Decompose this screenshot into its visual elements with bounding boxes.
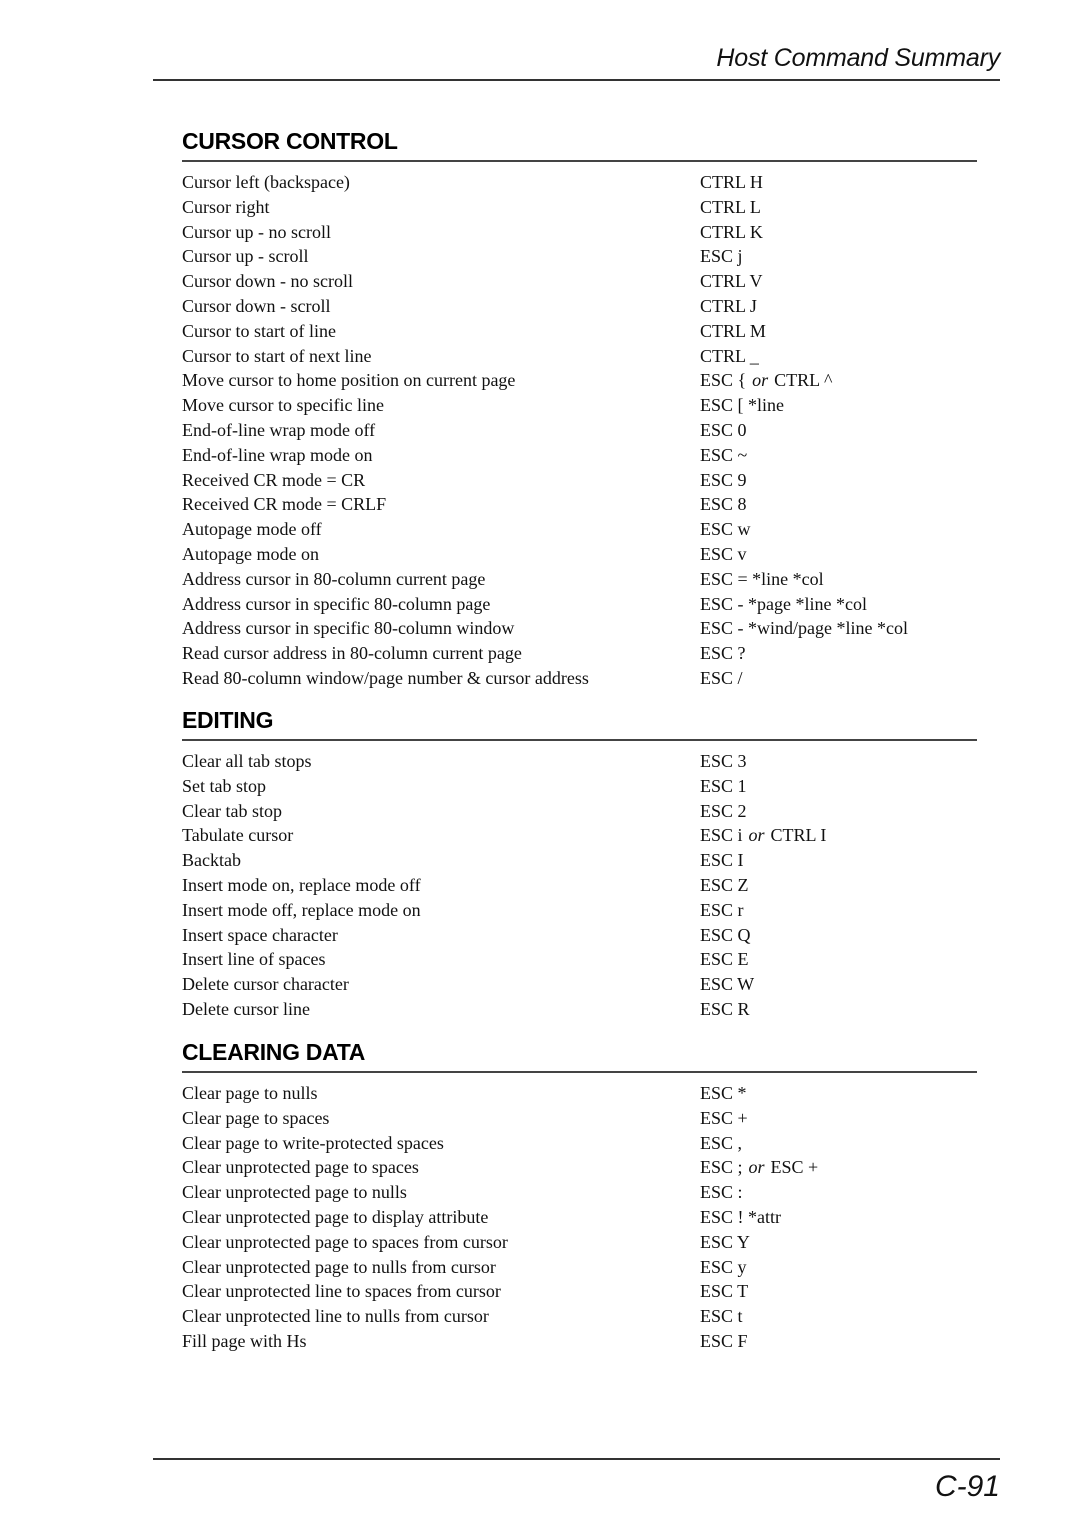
section-rule	[182, 160, 977, 162]
command-primary: CTRL L	[700, 196, 761, 217]
command-description: Set tab stop	[182, 775, 266, 796]
command-sequence	[700, 418, 977, 443]
command-primary: ESC i	[700, 825, 743, 846]
command-primary: ESC 3	[700, 751, 747, 771]
command-primary: ESC Q	[700, 924, 751, 945]
command-description: Clear unprotected page to nulls from cursor	[182, 1256, 496, 1277]
table-row	[182, 319, 977, 344]
command-sequence	[700, 1131, 977, 1156]
table-row	[182, 898, 977, 923]
command-description: Backtab	[182, 850, 241, 871]
command-primary: ESC 9	[700, 469, 747, 490]
command-description: Clear tab stop	[182, 800, 282, 821]
command-sequence	[700, 294, 977, 319]
table-row	[182, 1304, 977, 1329]
section-title: CURSOR CONTROL	[182, 128, 398, 154]
command-alternate: CTRL I	[770, 825, 827, 846]
command-description: Clear page to spaces	[182, 1107, 330, 1128]
command-description: Cursor down - no scroll	[182, 271, 353, 292]
command-description: Tabulate cursor	[182, 825, 294, 846]
table-row	[182, 1155, 977, 1180]
command-primary: ESC E	[700, 949, 749, 970]
command-primary: ESC w	[700, 519, 751, 540]
command-primary: ESC = *line *col	[700, 568, 824, 589]
command-sequence	[700, 244, 977, 269]
table-row	[182, 1279, 977, 1304]
command-sequence	[700, 616, 977, 641]
command-primary: ESC +	[700, 1107, 748, 1128]
command-sequence	[700, 220, 977, 245]
command-primary: ESC [ *line	[700, 395, 784, 416]
or-separator: or	[748, 825, 765, 846]
table-row	[182, 368, 977, 393]
table-row	[182, 517, 977, 542]
command-description: Cursor to start of next line	[182, 345, 372, 366]
command-primary: CTRL V	[700, 271, 763, 292]
table-row	[182, 947, 977, 972]
command-sequence	[700, 1279, 977, 1304]
command-description: Insert line of spaces	[182, 949, 326, 970]
command-primary: ESC F	[700, 1330, 748, 1351]
table-row	[182, 1230, 977, 1255]
section-rule	[182, 1071, 977, 1073]
command-primary: CTRL M	[700, 320, 766, 341]
command-sequence	[700, 1205, 977, 1230]
table-row	[182, 1106, 977, 1131]
table-row	[182, 666, 977, 691]
command-description: Clear page to write-protected spaces	[182, 1132, 444, 1153]
command-description: Move cursor to specific line	[182, 395, 384, 416]
command-primary: ESC ;	[700, 1157, 743, 1178]
command-sequence	[700, 195, 977, 220]
table-row	[182, 774, 977, 799]
command-description: End-of-line wrap mode on	[182, 444, 373, 465]
command-description: End-of-line wrap mode off	[182, 419, 376, 440]
command-description: Clear unprotected line to nulls from cursor	[182, 1306, 489, 1327]
command-primary: CTRL K	[700, 221, 763, 242]
table-row	[182, 592, 977, 617]
table-row	[182, 294, 977, 319]
running-head: Host Command Summary	[716, 44, 1000, 72]
command-sequence	[700, 170, 977, 195]
command-sequence	[700, 1155, 977, 1180]
command-primary: ESC 2	[700, 800, 747, 821]
command-primary: ESC *	[700, 1083, 747, 1103]
or-separator: or	[752, 370, 769, 391]
command-sequence	[700, 1230, 977, 1255]
command-sequence	[700, 393, 977, 418]
command-primary: ESC R	[700, 998, 750, 1019]
command-sequence	[700, 468, 977, 493]
command-description: Delete cursor line	[182, 998, 310, 1019]
table-row	[182, 443, 977, 468]
table-row	[182, 344, 977, 369]
command-description: Cursor up - scroll	[182, 246, 309, 267]
command-sequence	[700, 873, 977, 898]
header-rule	[153, 79, 1000, 81]
command-primary: ESC :	[700, 1182, 743, 1203]
command-sequence	[700, 947, 977, 972]
command-sequence	[700, 319, 977, 344]
section-title: EDITING	[182, 707, 274, 733]
command-sequence	[700, 592, 977, 617]
page-number: C-91	[934, 1470, 1000, 1503]
command-sequence	[700, 1106, 977, 1131]
command-primary: ESC r	[700, 899, 744, 920]
table-row	[182, 848, 977, 873]
table-row	[182, 170, 977, 195]
command-sequence	[700, 972, 977, 997]
command-sequence	[700, 368, 977, 393]
command-description: Address cursor in 80-column current page	[182, 568, 486, 589]
command-primary: ESC {	[700, 370, 747, 391]
command-sequence	[700, 542, 977, 567]
command-sequence	[700, 997, 977, 1022]
section-editing	[182, 707, 977, 1022]
command-description: Delete cursor character	[182, 974, 349, 995]
command-primary: ESC v	[700, 543, 747, 564]
command-sequence	[700, 1304, 977, 1329]
command-description: Read cursor address in 80-column current page	[182, 643, 522, 664]
command-description: Clear unprotected page to spaces from cursor	[182, 1231, 508, 1252]
command-description: Autopage mode off	[182, 519, 322, 540]
command-description: Clear all tab stops	[182, 751, 312, 771]
command-description: Insert space character	[182, 924, 338, 945]
table-row	[182, 749, 977, 774]
table-row	[182, 1180, 977, 1205]
command-sequence	[700, 774, 977, 799]
command-primary: ESC ,	[700, 1132, 743, 1153]
command-sequence	[700, 799, 977, 824]
section-clearing-data	[182, 1039, 977, 1354]
command-sequence	[700, 1329, 977, 1354]
command-description: Clear unprotected page to display attribute	[182, 1206, 489, 1227]
command-primary: ESC - *page *line *col	[700, 593, 867, 614]
command-description: Move cursor to home position on current page	[182, 370, 516, 391]
command-description: Received CR mode = CR	[182, 469, 366, 490]
section-title: CLEARING DATA	[182, 1039, 366, 1065]
command-description: Cursor to start of line	[182, 320, 336, 341]
table-row	[182, 1255, 977, 1280]
table-row	[182, 1205, 977, 1230]
command-primary: CTRL J	[700, 295, 757, 316]
table-row	[182, 195, 977, 220]
command-sequence	[700, 269, 977, 294]
table-row	[182, 616, 977, 641]
section-cursor-control	[182, 128, 977, 691]
command-primary: ESC Y	[700, 1231, 750, 1252]
command-primary: ESC t	[700, 1306, 743, 1327]
command-primary: ESC Z	[700, 874, 749, 895]
command-description: Received CR mode = CRLF	[182, 494, 387, 515]
footer-rule	[153, 1458, 1000, 1460]
command-sequence	[700, 641, 977, 666]
command-sequence	[700, 567, 977, 592]
command-description: Clear page to nulls	[182, 1083, 318, 1103]
command-primary: ESC 1	[700, 775, 747, 796]
or-separator: or	[748, 1157, 765, 1178]
command-description: Address cursor in specific 80-column page	[182, 593, 491, 614]
command-primary: ESC T	[700, 1281, 749, 1302]
command-description: Address cursor in specific 80-column window	[182, 618, 515, 639]
table-row	[182, 418, 977, 443]
table-row	[182, 873, 977, 898]
command-sequence	[700, 823, 977, 848]
command-description: Read 80-column window/page number & cursor address	[182, 667, 589, 688]
command-table	[182, 170, 977, 691]
command-sequence	[700, 492, 977, 517]
command-sequence	[700, 344, 977, 369]
table-row	[182, 1131, 977, 1156]
table-row	[182, 972, 977, 997]
command-sequence	[700, 1081, 977, 1106]
command-primary: ESC W	[700, 974, 755, 995]
command-sequence	[700, 666, 977, 691]
table-row	[182, 244, 977, 269]
command-sequence	[700, 517, 977, 542]
table-row	[182, 567, 977, 592]
command-sequence	[700, 443, 977, 468]
command-table	[182, 1081, 977, 1354]
command-description: Insert mode on, replace mode off	[182, 874, 421, 895]
command-primary: ESC ~	[700, 444, 748, 465]
table-row	[182, 1081, 977, 1106]
table-row	[182, 220, 977, 245]
command-primary: CTRL _	[700, 345, 759, 366]
command-sequence	[700, 1180, 977, 1205]
command-description: Clear unprotected page to spaces	[182, 1157, 419, 1178]
section-rule	[182, 739, 977, 741]
command-alternate: ESC +	[770, 1157, 819, 1178]
table-row	[182, 492, 977, 517]
table-row	[182, 823, 977, 848]
command-primary: ESC 8	[700, 494, 747, 515]
command-alternate: CTRL ^	[774, 370, 833, 391]
command-primary: ESC I	[700, 850, 744, 871]
command-primary: ESC y	[700, 1256, 747, 1277]
command-sequence	[700, 898, 977, 923]
command-description: Fill page with Hs	[182, 1330, 307, 1351]
table-row	[182, 997, 977, 1022]
command-description: Cursor left (backspace)	[182, 172, 350, 192]
command-table	[182, 749, 977, 1022]
command-description: Clear unprotected page to nulls	[182, 1182, 407, 1203]
table-row	[182, 641, 977, 666]
command-description: Cursor right	[182, 196, 270, 217]
table-row	[182, 393, 977, 418]
command-description: Insert mode off, replace mode on	[182, 899, 421, 920]
table-row	[182, 468, 977, 493]
command-primary: ESC ! *attr	[700, 1206, 781, 1227]
table-row	[182, 542, 977, 567]
table-row	[182, 923, 977, 948]
command-sequence	[700, 749, 977, 774]
command-primary: ESC /	[700, 667, 743, 688]
command-primary: ESC - *wind/page *line *col	[700, 618, 908, 639]
command-sequence	[700, 1255, 977, 1280]
command-description: Cursor down - scroll	[182, 295, 331, 316]
table-row	[182, 799, 977, 824]
command-description: Autopage mode on	[182, 543, 319, 564]
table-row	[182, 1329, 977, 1354]
command-primary: ESC ?	[700, 643, 746, 664]
command-sequence	[700, 848, 977, 873]
table-row	[182, 269, 977, 294]
command-primary: ESC 0	[700, 419, 747, 440]
command-sequence	[700, 923, 977, 948]
command-primary: ESC j	[700, 246, 743, 267]
command-description: Cursor up - no scroll	[182, 221, 331, 242]
command-description: Clear unprotected line to spaces from cursor	[182, 1281, 501, 1302]
command-primary: CTRL H	[700, 172, 763, 192]
